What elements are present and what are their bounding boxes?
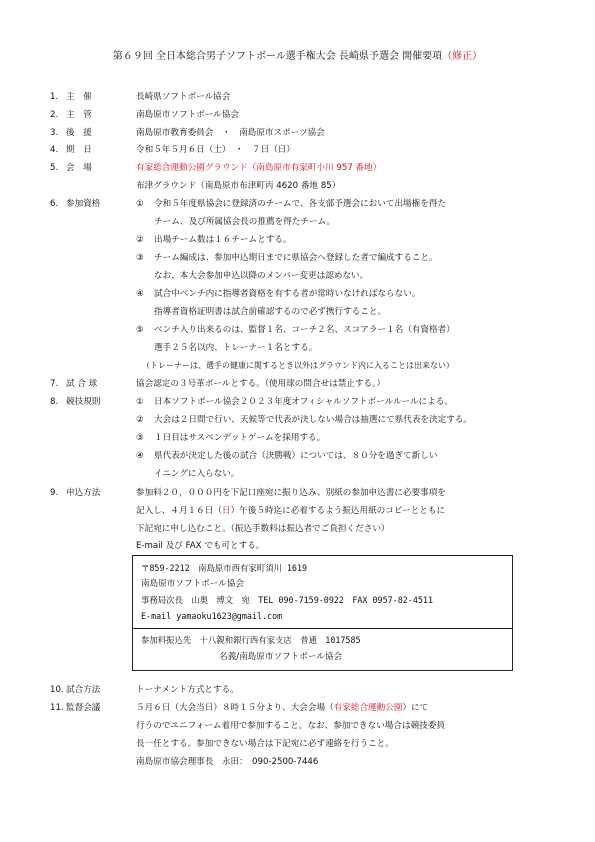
section-number: 9. (50, 488, 59, 498)
item-text: 出場チーム数は１６チームとする。 (154, 235, 292, 245)
section-value: 参加料２０，０００円を下記口座宛に振り込み、別紙の参加申込書に必要事項を (136, 488, 446, 498)
contact-email: E-mail yamaoku1623@gmail.com (141, 611, 283, 621)
venue-secondary: 布津グラウンド（南島原市布津町丙 4620 番地 85） (136, 181, 341, 191)
document-title (0, 52, 595, 62)
section-label: 後 援 (66, 128, 92, 138)
meeting-text: 長一任とする。参加できない場合は下記宛に必ず連絡を行うこと。 (136, 739, 394, 749)
application-deadline (136, 507, 445, 516)
title-revision: （修正） (442, 51, 483, 62)
item-text: 大会は２日間で行い、天候等で代表が決しない場合は抽選にて県代表を決定する。 (154, 415, 472, 425)
item-marker: ③ (136, 433, 144, 443)
application-methods: E-mail 及び FAX でも可とする。 (136, 541, 265, 551)
application-text: 下記宛に申し込むこと。（振込手数料は振込者でご負担ください） (136, 524, 390, 534)
section-number: 2. (50, 110, 59, 120)
deadline-day: 日 (221, 506, 231, 516)
item-text: 試合中ベンチ内に指導者資格を有する者が常時いなければならない。 (154, 289, 421, 299)
section-number: 5. (50, 163, 59, 173)
section-label: 主 管 (66, 110, 92, 120)
section-value: 協会認定の３号革ボールとする。（使用球の問合せは禁止する。） (136, 379, 386, 389)
contact-person: 事務局次長 山奥 博文 宛 TEL 090-7159-0922 FAX 0957-82-4511 (141, 595, 434, 605)
section-number: 4. (50, 145, 59, 155)
deadline-text-rest: ）午後５時迄に必着するよう振込用紙のコピーとともに (230, 506, 446, 516)
section-label: 申込方法 (66, 488, 101, 498)
item-text: 選手２５名以内、トレーナー１名とする。 (154, 343, 318, 353)
section-value: トーナメント方式とする。 (136, 685, 239, 695)
section-label: 試合方法 (66, 685, 101, 695)
section-label: 主 催 (66, 92, 92, 102)
item-text: 県代表が決定した後の試合（決勝戦）については、８０分を過ぎて新しい (154, 451, 438, 461)
item-marker: ④ (136, 289, 144, 299)
meeting-text: ５月６日（大会当日）８時１５分より、大会会場（ (136, 703, 334, 713)
bank-account: 参加料振込先 十八親和銀行西有家支店 普通 1017585 (141, 635, 361, 645)
section-label: 監督会議 (66, 703, 101, 713)
item-text: なお、本大会参加申込以降のメンバー変更は認めない。 (154, 271, 369, 281)
item-text: チーム編成は、参加申込期日までに県協会へ登録した者で編成すること。 (154, 253, 438, 263)
item-marker: ① (136, 199, 144, 209)
section-value: 南島原市ソフトボール協会 (136, 110, 239, 120)
contact-box (132, 555, 513, 671)
section-number: 10. (50, 685, 64, 695)
item-marker: ② (136, 235, 144, 245)
item-marker: ④ (136, 451, 144, 461)
section-value: 令和５年５月６日（土） ・ ７日（日） (136, 145, 295, 155)
trainer-note: （トレーナーは、選手の健康に関するとき以外はグラウンド内に入ることは出来ない） (142, 361, 454, 370)
title-main: 第６９回 全日本総合男子ソフトボール選手権大会 長崎県予選会 開催要項 (112, 51, 443, 62)
item-text: ベンチ入り出来るのは、監督１名、コーチ２名、スコアラー１名（有資格者） (154, 325, 455, 335)
section-label: 参加資格 (66, 199, 101, 209)
deadline-text: 記入し、４月１６日（ (136, 506, 222, 516)
section-number: 11. (50, 703, 64, 713)
postal-address: 〒859-2212 南島原市西有家町須川 1619 (141, 563, 308, 573)
section-number: 7. (50, 379, 59, 389)
meeting-text: 行うのでユニフォーム着用で参加すること。なお、参加できない場合は競技委員 (136, 721, 445, 731)
chair-contact: 南島原市協会理事長 永田： 090-2500-7446 (136, 757, 319, 767)
meeting-time (136, 704, 428, 713)
item-marker: ③ (136, 253, 144, 263)
section-label: 期 日 (66, 145, 92, 155)
organization-name: 南島原市ソフトボール協会 (141, 579, 244, 589)
item-text: 日本ソフトボール協会２０２３年度オフィシャルソフトボールルールによる。 (154, 397, 453, 407)
item-text: 指導者資格証明書は試合前確認するので必ず携行すること。 (154, 307, 387, 317)
section-value: 長崎県ソフトボール協会 (136, 92, 231, 102)
section-value: 南島原市教育委員会 ・ 南島原市スポーツ協会 (136, 128, 325, 138)
account-holder: 名義/南島原市ソフトボール協会 (219, 652, 343, 662)
item-marker: ⑤ (136, 325, 144, 335)
item-text: １日目はサスペンデットゲームを採用する。 (154, 433, 326, 443)
section-label: 競技規則 (66, 397, 101, 407)
item-text: 令和５年度県協会に登録済のチームで、各支部予選会において出場権を得た (154, 199, 447, 209)
section-number: 1. (50, 92, 59, 102)
section-label: 会 場 (66, 163, 92, 173)
item-marker: ① (136, 397, 144, 407)
venue-primary: 有家総合運動公園グラウンド（南島原市有家町小川 957 番地） (136, 163, 382, 173)
section-label: 試 合 球 (66, 379, 98, 389)
meeting-text-rest: ）にて (402, 703, 429, 713)
section-number: 8. (50, 397, 59, 407)
box-divider (133, 628, 512, 629)
meeting-venue: 有家総合運動公園 (333, 703, 403, 713)
item-marker: ② (136, 415, 144, 425)
section-number: 3. (50, 128, 59, 138)
item-text: イニングに入らない。 (154, 469, 240, 479)
item-text: チーム、及び所属協会長の推薦を得たチーム。 (154, 217, 335, 227)
section-number: 6. (50, 199, 59, 209)
